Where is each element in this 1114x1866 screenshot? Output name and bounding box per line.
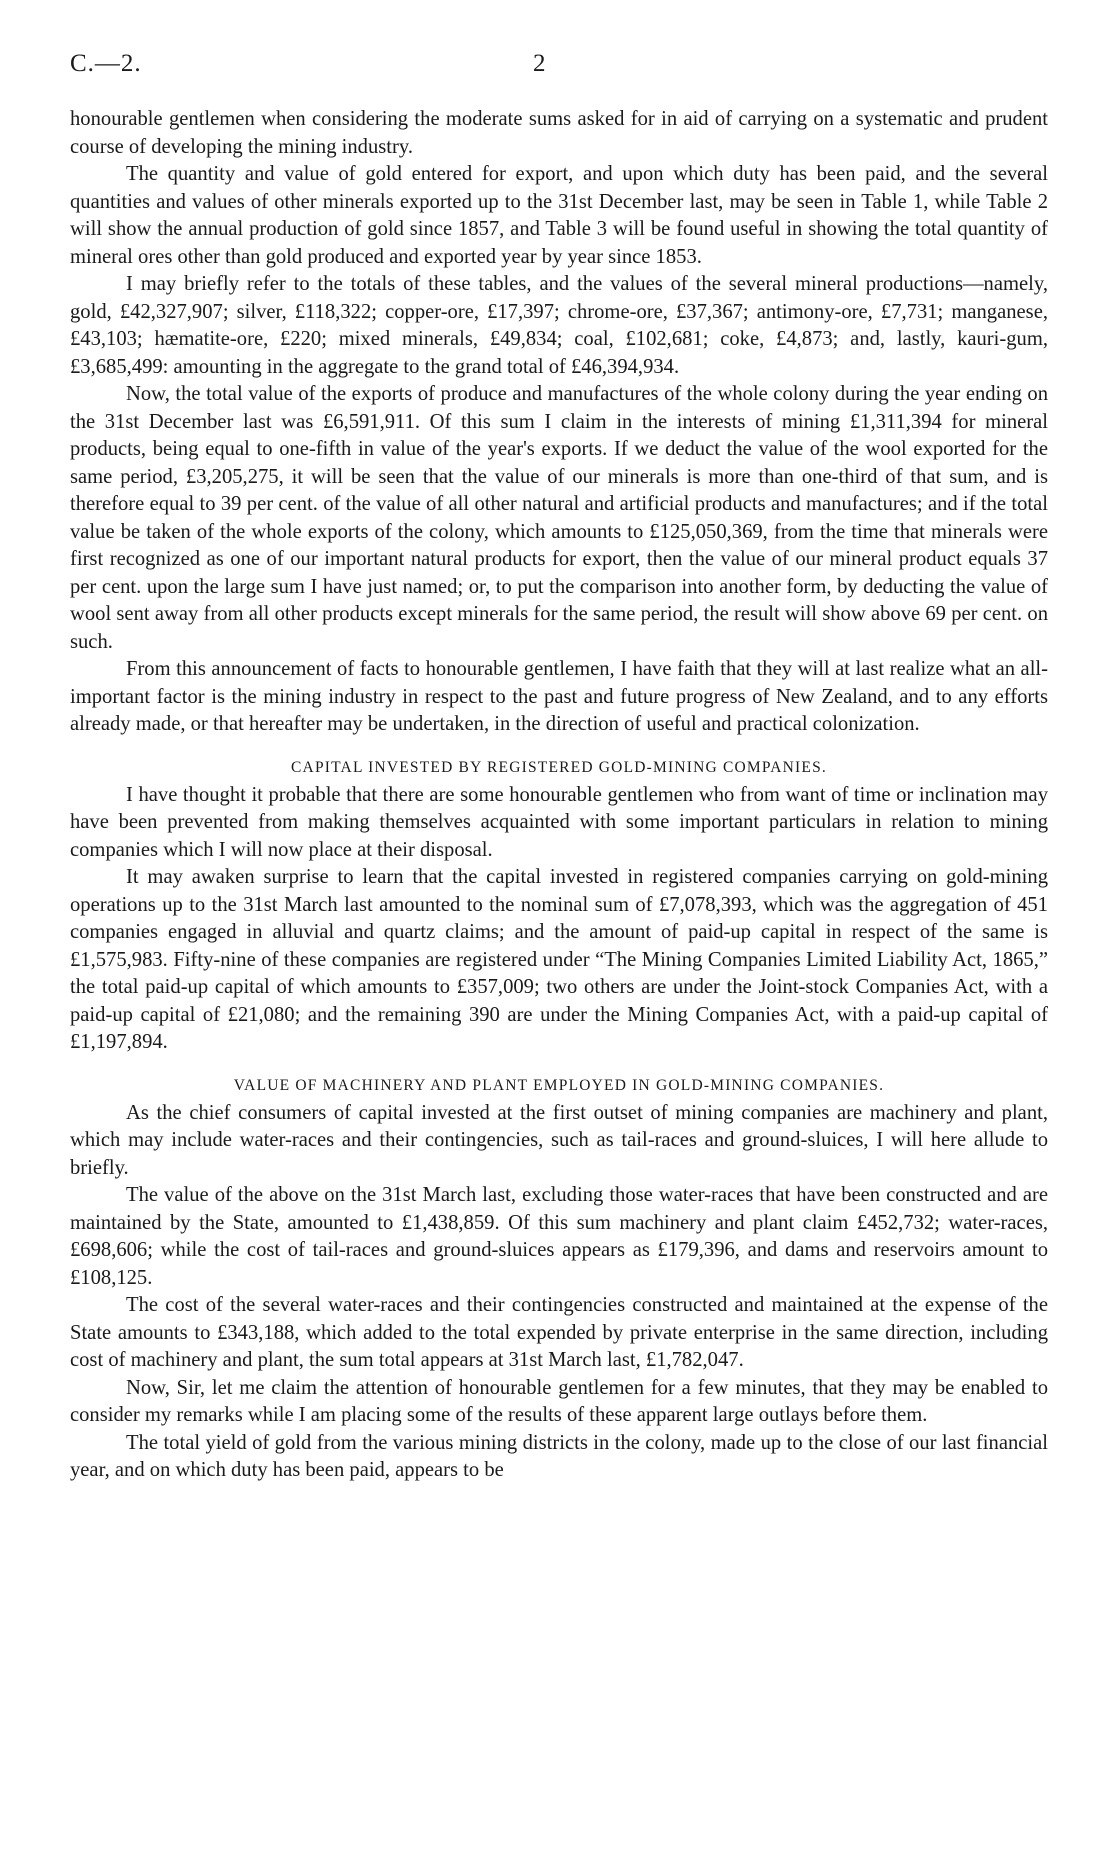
paragraph: The total yield of gold from the various mining districts in the colony, made up to the close of our last financial year, and on which duty has been paid, appears to be	[70, 1431, 1048, 1481]
paragraph: Now, the total value of the exports of produce and manufactures of the whole colony during the year ending on the 31st December last was £6,591,911. Of this sum I claim in the interests of mining £1,311,394 for mineral products, being equal to one-fifth in value of the year's exports. If we deduct the value of the wool exported for the same period, £3,205,275, it will be seen that the value of our minerals is more than one-third of that sum, and is therefore equal to 39 per cent. of the value of all other natural and artificial products and manufactures; and if the total value be taken of the whole exports of the colony, which amounts to £125,050,369, from the time that minerals were first recognized as one of our important natural products for export, then the value of our mineral product equals 37 per cent. upon the large sum I have just named; or, to put the comparison into another form, by deducting the value of wool sent away from all other products except minerals for the same period, the result will show above 69 per cent. on such.	[70, 383, 1048, 653]
paragraph: honourable gentlemen when considering the moderate sums asked for in aid of carrying on a systematic and prudent course of developing the mining industry.	[70, 108, 1048, 158]
page-header	[70, 0, 1048, 77]
section-heading-capital: CAPITAL INVESTED BY REGISTERED GOLD-MINING COMPANIES.	[291, 758, 827, 776]
body-text	[70, 106, 1048, 1485]
paragraph: As the chief consumers of capital invested at the first outset of mining companies are machinery and plant, which may include water-races and their contingencies, such as tail-races and ground-sluices, I will here allude to briefly.	[70, 1101, 1048, 1179]
document-reference: C.—2.	[70, 50, 142, 77]
paragraph: The value of the above on the 31st March last, excluding those water-races that have been constructed and are maintained by the State, amounted to £1,438,859. Of this sum machinery and plant claim £452,732; water-races, £698,606; while the cost of tail-races and ground-sluices appears as £179,396, and dams and reservoirs amount to £108,125.	[70, 1184, 1048, 1289]
paragraph: I have thought it probable that there are some honourable gentlemen who from want of time or inclination may have been prevented from making themselves acquainted with some important particulars in relation to mining companies which I will now place at their disposal.	[70, 783, 1048, 861]
paragraph: Now, Sir, let me claim the attention of honourable gentlemen for a few minutes, that they may be enabled to consider my remarks while I am placing some of the results of these apparent large outlays before them.	[70, 1376, 1048, 1426]
document-page	[70, 0, 1048, 1481]
page-number: 2	[533, 50, 546, 77]
paragraph: It may awaken surprise to learn that the capital invested in registered companies carrying on gold-mining operations up to the 31st March last amounted to the nominal sum of £7,078,393, which was the aggregation of 451 companies engaged in alluvial and quartz claims; and the amount of paid-up capital in respect of the same is £1,575,983. Fifty-nine of these companies are registered under “The Mining Companies Limited Liability Act, 1865,” the total paid-up capital of which amounts to £357,009; two others are under the Joint-stock Companies Act, with a paid-up capital of £21,080; and the remaining 390 are under the Mining Companies Act, with a paid-up capital of £1,197,894.	[70, 866, 1048, 1053]
paragraph: From this announcement of facts to honourable gentlemen, I have faith that they will at last realize what an all-important factor is the mining industry in respect to the past and future progress of New Zealand, and to any efforts already made, or that hereafter may be undertaken, in the direction of useful and practical colonization.	[70, 658, 1048, 735]
paragraph: I may briefly refer to the totals of these tables, and the values of the several mineral productions—namely, gold, £42,327,907; silver, £118,322; copper-ore, £17,397; chrome-ore, £37,367; antimony-ore, £7,731; manganese, £43,103; hæmatite-ore, £220; mixed minerals, £49,834; coal, £102,681; coke, £4,873; and, lastly, kauri-gum, £3,685,499: amounting in the aggregate to the grand total of £46,394,934.	[70, 273, 1048, 378]
paragraph: The cost of the several water-races and their contingencies constructed and maintained at the expense of the State amounts to £343,188, which added to the total expended by private enterprise in the same direction, including cost of machinery and plant, the sum total appears at 31st March last, £1,782,047.	[70, 1294, 1048, 1371]
paragraph: The quantity and value of gold entered for export, and upon which duty has been paid, and the several quantities and values of other minerals exported up to the 31st December last, may be seen in Table 1, while Table 2 will show the annual production of gold since 1857, and Table 3 will be found useful in showing the total quantity of mineral ores other than gold produced and exported year by year since 1853.	[70, 163, 1048, 268]
section-heading-machinery: VALUE OF MACHINERY AND PLANT EMPLOYED IN GOLD-MINING COMPANIES.	[233, 1076, 885, 1094]
